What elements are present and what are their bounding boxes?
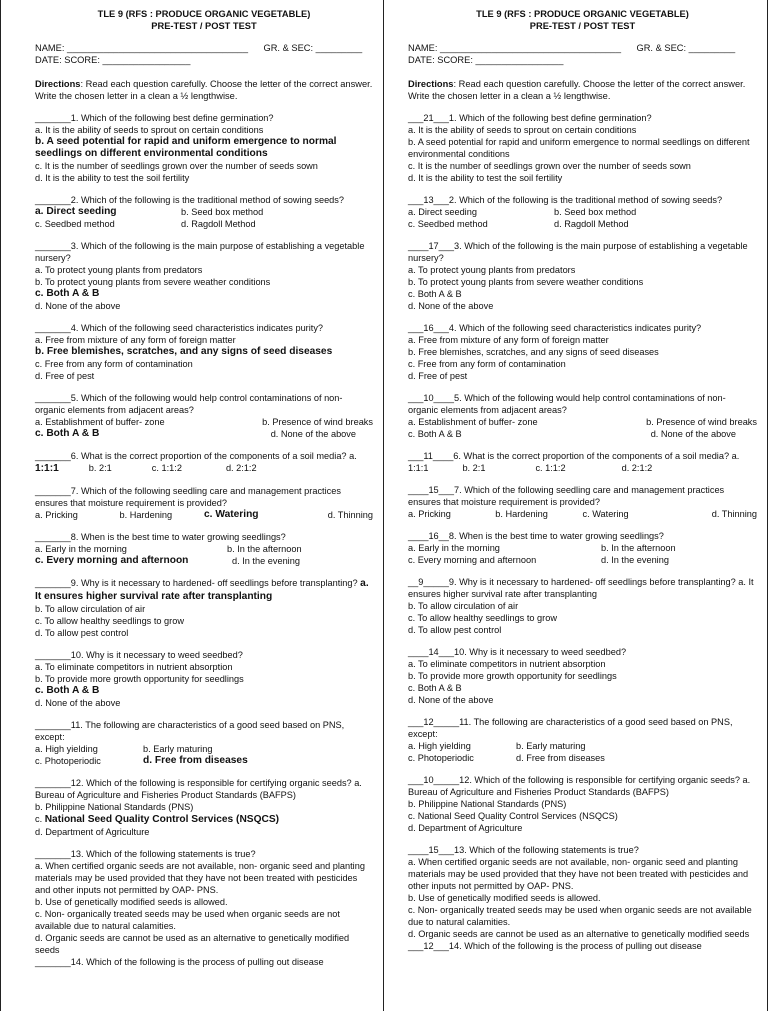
option-b: b. To allow circulation of air bbox=[408, 601, 519, 611]
question-stem: ___13___2. Which of the following is the traditional method of sowing seeds? bbox=[408, 195, 723, 205]
question-5 bbox=[408, 392, 757, 440]
option-c: c. Both A & B bbox=[408, 683, 462, 693]
options-row bbox=[35, 543, 373, 555]
directions bbox=[408, 78, 757, 102]
date-line: DATE: SCORE: _________________ bbox=[408, 55, 564, 65]
option-d: d. It is the ability to test the soil fertility bbox=[35, 173, 190, 183]
option-d: d. None of the above bbox=[270, 429, 356, 439]
option-c-answer: c. Both A & B bbox=[35, 288, 100, 299]
question-stem: ____16__8. When is the best time to water growing seedlings? bbox=[408, 531, 664, 541]
option-a: a. When certified organic seeds are not available, non- organic seed and planting materials may be used provided that they have not been treated with pesticides and other inputs not permitted by OAP- PNS. bbox=[408, 857, 749, 891]
option-d: d. None of the above bbox=[35, 698, 121, 708]
option-a: a. High yielding bbox=[35, 744, 98, 754]
option-b: b. Seed box method bbox=[181, 207, 264, 217]
question-2 bbox=[35, 194, 373, 230]
name-line: NAME: ___________________________________ GR. & SEC: _________ bbox=[35, 43, 363, 53]
option-d: d. To allow pest control bbox=[35, 628, 129, 638]
option-c: c. It is the number of seedlings grown over the number of seeds sown bbox=[35, 161, 318, 171]
question-stem: _______9. Why is it necessary to hardened- off seedlings before transplanting? bbox=[35, 578, 361, 588]
question-8 bbox=[408, 530, 757, 566]
title-line-1: TLE 9 (RFS : PRODUCE ORGANIC VEGETABLE) bbox=[97, 9, 311, 19]
question-12 bbox=[408, 774, 757, 834]
option-d: d. Organic seeds are cannot be used as an alternative to genetically modified seeds bbox=[35, 933, 350, 955]
option-b: b. To protect young plants from severe weather conditions bbox=[35, 277, 271, 287]
options-row bbox=[35, 555, 373, 567]
option-d: d. None of the above bbox=[408, 301, 494, 311]
option-b: b. Philippine National Standards (PNS) bbox=[408, 799, 567, 809]
option-b: b. Free blemishes, scratches, and any signs of seed diseases bbox=[408, 347, 659, 357]
option-b: b. To provide more growth opportunity for seedlings bbox=[35, 674, 244, 684]
question-1 bbox=[408, 112, 757, 184]
option-d: d. Free of pest bbox=[408, 371, 468, 381]
question-8 bbox=[35, 531, 373, 567]
option-a: a. Establishment of buffer- zone bbox=[408, 417, 538, 427]
question-2 bbox=[408, 194, 757, 230]
options-row bbox=[408, 752, 757, 764]
question-9 bbox=[35, 577, 373, 639]
question-7 bbox=[35, 485, 373, 521]
option-b: b. To protect young plants from severe weather conditions bbox=[408, 277, 644, 287]
option-d: d. Ragdoll Method bbox=[181, 219, 256, 229]
option-d: d. Thinning bbox=[327, 510, 373, 520]
option-c: c. To allow healthy seedlings to grow bbox=[35, 616, 184, 626]
option-b-answer: b. Free blemishes, scratches, and any signs of seed diseases bbox=[35, 346, 333, 357]
question-1 bbox=[35, 112, 373, 184]
option-d: d. Free of pest bbox=[35, 371, 95, 381]
option-b: b. A seed potential for rapid and uniform emergence to normal seedlings on different environmental conditions bbox=[408, 137, 750, 159]
options-row bbox=[408, 206, 757, 218]
option-b: b. Hardening bbox=[495, 509, 548, 519]
title-line-1: TLE 9 (RFS : PRODUCE ORGANIC VEGETABLE) bbox=[476, 9, 689, 19]
option-d: d. 2:1:2 bbox=[225, 463, 257, 473]
question-7 bbox=[408, 484, 757, 520]
option-b: b. To allow circulation of air bbox=[35, 604, 146, 614]
option-c: c. 1:1:2 bbox=[535, 463, 566, 473]
question-stem: ___21___1. Which of the following best define germination? bbox=[408, 113, 652, 123]
question-stem: ___11____6. What is the correct proportion of the components of a soil media? a. 1:1:1 bbox=[408, 451, 740, 473]
option-b: b. Presence of wind breaks bbox=[646, 417, 757, 427]
options-row bbox=[408, 428, 757, 440]
option-a: a. It is the ability of seeds to sprout on certain conditions bbox=[408, 125, 637, 135]
question-stem-with-answer bbox=[35, 577, 373, 603]
option-d: d. In the evening bbox=[601, 555, 669, 565]
option-b: b. Use of genetically modified seeds is allowed. bbox=[35, 897, 228, 907]
option-b: b. Presence of wind breaks bbox=[262, 417, 373, 427]
directions bbox=[35, 78, 373, 102]
question-stem: _______8. When is the best time to water growing seedlings? bbox=[35, 532, 286, 542]
title-line-2: PRE-TEST / POST TEST bbox=[529, 21, 636, 31]
option-a: a. To protect young plants from predators bbox=[35, 265, 203, 275]
option-d: d. Free from diseases bbox=[516, 753, 605, 763]
option-c-prefix: c. bbox=[35, 814, 45, 824]
option-d: d. None of the above bbox=[408, 695, 494, 705]
options-row bbox=[35, 416, 373, 428]
question-6 bbox=[408, 450, 757, 474]
option-b: b. Use of genetically modified seeds is allowed. bbox=[408, 893, 601, 903]
student-fields bbox=[408, 42, 757, 66]
question-13 bbox=[35, 848, 373, 968]
option-d: d. It is the ability to test the soil fertility bbox=[408, 173, 563, 183]
options-row bbox=[408, 542, 757, 554]
options-row bbox=[35, 206, 373, 218]
page-title bbox=[35, 8, 373, 32]
question-14-stem: ___12___14. Which of the following is the process of pulling out disease bbox=[408, 941, 702, 951]
option-d: d. In the evening bbox=[232, 556, 300, 566]
options-row bbox=[35, 755, 373, 767]
option-b: b. Hardening bbox=[119, 510, 173, 520]
option-d: d. Ragdoll Method bbox=[554, 219, 629, 229]
question-10 bbox=[408, 646, 757, 706]
question-stem: _______10. Why is it necessary to weed seedbed? bbox=[35, 650, 243, 660]
option-d: d. Thinning bbox=[711, 509, 757, 519]
option-d-answer: d. Free from diseases bbox=[143, 755, 248, 766]
option-b: b. Philippine National Standards (PNS) bbox=[35, 802, 194, 812]
option-b: b. 2:1 bbox=[462, 463, 486, 473]
option-c-answer: c. Both A & B bbox=[35, 428, 100, 439]
question-stem: ___10_____12. Which of the following is responsible for certifying organic seeds? a. Bureau of Agriculture and Fisheries Product Standards (BAFPS) bbox=[408, 775, 751, 797]
options-row bbox=[408, 218, 757, 230]
option-d: d. None of the above bbox=[35, 301, 121, 311]
date-line: DATE: SCORE: _________________ bbox=[35, 55, 191, 65]
question-stem: __9_____9. Why is it necessary to hardened- off seedlings before transplanting? a. It ensures higher survival rate after transplanting bbox=[408, 577, 754, 599]
option-a: a. Establishment of buffer- zone bbox=[35, 417, 165, 427]
options-row bbox=[35, 743, 373, 755]
option-c-answer: National Seed Quality Control Services (NSQCS) bbox=[44, 814, 280, 825]
options-row bbox=[35, 218, 373, 230]
question-stem: _______11. The following are characteristics of a good seed based on PNS, except: bbox=[35, 720, 345, 742]
question-stem: ___10____5. Which of the following would help control contaminations of non- organic elements from adjacent areas? bbox=[408, 393, 726, 415]
question-12 bbox=[35, 777, 373, 838]
option-b: b. In the afternoon bbox=[227, 544, 302, 554]
option-c: c. Photoperiodic bbox=[35, 756, 101, 766]
option-c: c. Photoperiodic bbox=[408, 753, 474, 763]
question-4 bbox=[408, 322, 757, 382]
question-stem: _______13. Which of the following statements is true? bbox=[35, 849, 256, 859]
option-d: d. To allow pest control bbox=[408, 625, 502, 635]
option-a: a. High yielding bbox=[408, 741, 471, 751]
options-row bbox=[408, 508, 757, 520]
question-stem: ____14___10. Why is it necessary to weed seedbed? bbox=[408, 647, 627, 657]
question-stem: _______6. What is the correct proportion of the components of a soil media? a. bbox=[35, 451, 357, 461]
option-c-answer: c. Every morning and afternoon bbox=[35, 555, 189, 566]
question-stem: ____15___7. Which of the following seedling care and management practices ensures that moisture requirement is provided? bbox=[408, 485, 725, 507]
option-a: a. It is the ability of seeds to sprout on certain conditions bbox=[35, 125, 264, 135]
question-10 bbox=[35, 649, 373, 709]
option-c: c. Both A & B bbox=[408, 289, 462, 299]
option-d: d. Organic seeds are cannot be used as an alternative to genetically modified seeds bbox=[408, 929, 750, 939]
directions-text: : Read each question carefully. Choose the letter of the correct answer. Write the chosen letter in a clean a ½ lengthwise. bbox=[408, 79, 746, 101]
option-c: c. Non- organically treated seeds may be used when organic seeds are not available due to natural calamities. bbox=[408, 905, 752, 927]
options-row bbox=[408, 554, 757, 566]
option-a: a. Direct seeding bbox=[408, 207, 477, 217]
option-c: c. Watering bbox=[582, 509, 629, 519]
option-a: a. To protect young plants from predators bbox=[408, 265, 576, 275]
option-a-answer: 1:1:1 bbox=[35, 463, 59, 474]
option-d: d. Department of Agriculture bbox=[408, 823, 523, 833]
question-4 bbox=[35, 322, 373, 382]
option-a: a. Free from mixture of any form of foreign matter bbox=[35, 335, 236, 345]
question-stem: ___16___4. Which of the following seed characteristics indicates purity? bbox=[408, 323, 702, 333]
option-a: a. Pricking bbox=[35, 510, 78, 520]
option-d: d. Department of Agriculture bbox=[35, 827, 150, 837]
option-b: b. 2:1 bbox=[88, 463, 112, 473]
option-c: c. Free from any form of contamination bbox=[35, 359, 193, 369]
option-a: a. Pricking bbox=[408, 509, 451, 519]
question-9 bbox=[408, 576, 757, 636]
question-stem: _______1. Which of the following best define germination? bbox=[35, 113, 274, 123]
left-column bbox=[0, 0, 384, 1011]
option-b: b. Early maturing bbox=[143, 744, 213, 754]
option-a: a. Early in the morning bbox=[35, 544, 127, 554]
option-c: c. To allow healthy seedlings to grow bbox=[408, 613, 557, 623]
options-row bbox=[35, 509, 373, 521]
option-b: b. Early maturing bbox=[516, 741, 586, 751]
option-c: c. Seedbed method bbox=[408, 219, 488, 229]
option-c: c. 1:1:2 bbox=[151, 463, 182, 473]
option-d: d. None of the above bbox=[650, 429, 736, 439]
option-c: c. Both A & B bbox=[408, 429, 462, 439]
question-stem-with-options bbox=[408, 450, 757, 474]
directions-text: : Read each question carefully. Choose the letter of the correct answer. Write the chosen letter in a clean a ½ lengthwise. bbox=[35, 79, 373, 101]
question-11 bbox=[35, 719, 373, 767]
question-stem: _______12. Which of the following is responsible for certifying organic seeds? a. Bureau of Agriculture and Fisheries Product Standards (BAFPS) bbox=[35, 778, 362, 800]
title-line-2: PRE-TEST / POST TEST bbox=[151, 21, 257, 31]
question-stem: _______2. Which of the following is the traditional method of sowing seeds? bbox=[35, 195, 344, 205]
page-title bbox=[408, 8, 757, 32]
option-a: a. To eliminate competitors in nutrient absorption bbox=[408, 659, 606, 669]
question-stem: _______7. Which of the following seedling care and management practices ensures that moisture requirement is provided? bbox=[35, 486, 341, 508]
options-row bbox=[408, 740, 757, 752]
option-a: a. To eliminate competitors in nutrient absorption bbox=[35, 662, 233, 672]
option-b: b. Seed box method bbox=[554, 207, 637, 217]
right-column bbox=[384, 0, 768, 1011]
option-c-answer: c. Watering bbox=[204, 509, 259, 520]
option-b: b. In the afternoon bbox=[601, 543, 676, 553]
option-c: c. Seedbed method bbox=[35, 219, 115, 229]
option-a-answer: a. It ensures higher survival rate after transplanting bbox=[35, 578, 369, 602]
option-b: b. To provide more growth opportunity for seedlings bbox=[408, 671, 617, 681]
question-3 bbox=[408, 240, 757, 312]
option-c-answer: c. Both A & B bbox=[35, 685, 100, 696]
options-row bbox=[408, 416, 757, 428]
question-6 bbox=[35, 450, 373, 475]
directions-label: Directions bbox=[35, 79, 81, 89]
question-stem: _______4. Which of the following seed characteristics indicates purity? bbox=[35, 323, 324, 333]
option-a: a. When certified organic seeds are not available, non- organic seed and planting materials may be used provided that they have not been treated with pesticides and other inputs not permitted by OAP- PNS. bbox=[35, 861, 365, 895]
option-a-answer: a. Direct seeding bbox=[35, 206, 117, 217]
question-stem: ____17___3. Which of the following is the main purpose of establishing a vegetable nursery? bbox=[408, 241, 748, 263]
question-13 bbox=[408, 844, 757, 952]
question-5 bbox=[35, 392, 373, 440]
option-a: a. Early in the morning bbox=[408, 543, 500, 553]
option-c-line bbox=[35, 813, 373, 826]
name-line: NAME: ___________________________________ GR. & SEC: _________ bbox=[408, 43, 736, 53]
question-14-stem: _______14. Which of the following is the process of pulling out disease bbox=[35, 957, 324, 967]
option-c: c. Free from any form of contamination bbox=[408, 359, 566, 369]
option-b-answer: b. A seed potential for rapid and uniform emergence to normal seedlings on different environmental conditions bbox=[35, 136, 337, 159]
option-d: d. 2:1:2 bbox=[621, 463, 653, 473]
options-row bbox=[35, 428, 373, 440]
option-c: c. Non- organically treated seeds may be used when organic seeds are not available due to natural calamities. bbox=[35, 909, 340, 931]
question-11 bbox=[408, 716, 757, 764]
question-stem-with-options bbox=[35, 450, 373, 475]
question-3 bbox=[35, 240, 373, 312]
question-stem: _______5. Which of the following would help control contaminations of non- organic elements from adjacent areas? bbox=[35, 393, 343, 415]
question-stem: _______3. Which of the following is the main purpose of establishing a vegetable nursery? bbox=[35, 241, 365, 263]
question-stem: ___12_____11. The following are characteristics of a good seed based on PNS, except: bbox=[408, 717, 733, 739]
question-stem: ____15___13. Which of the following statements is true? bbox=[408, 845, 639, 855]
student-fields bbox=[35, 42, 373, 66]
option-c: c. Every morning and afternoon bbox=[408, 555, 537, 565]
directions-label: Directions bbox=[408, 79, 454, 89]
option-c: c. National Seed Quality Control Services (NSQCS) bbox=[408, 811, 618, 821]
option-a: a. Free from mixture of any form of foreign matter bbox=[408, 335, 609, 345]
option-c: c. It is the number of seedlings grown over the number of seeds sown bbox=[408, 161, 691, 171]
